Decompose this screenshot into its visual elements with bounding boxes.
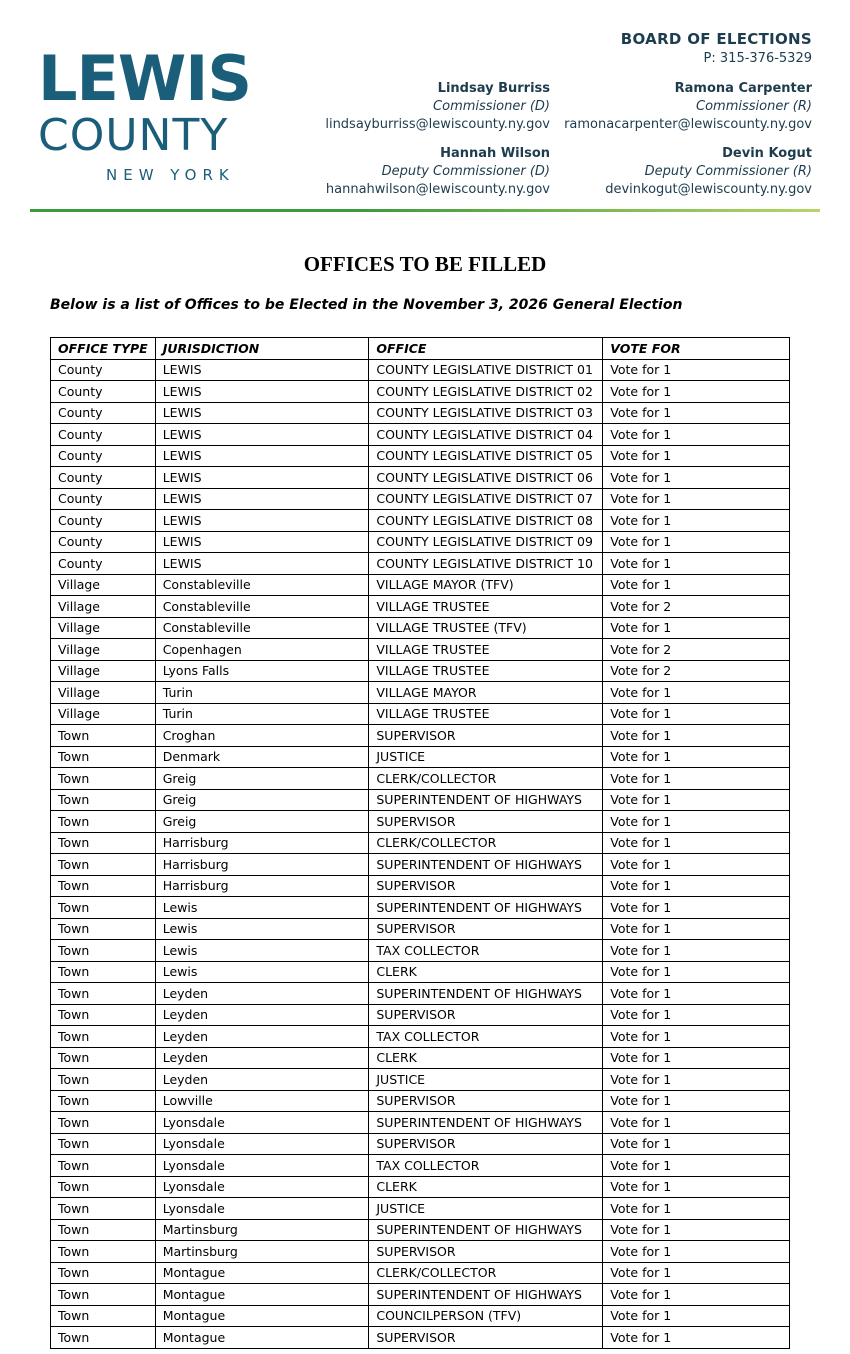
vote-for-cell: Vote for 2 (603, 596, 790, 618)
jurisdiction-cell: Leyden (155, 1004, 369, 1026)
table-row (51, 381, 790, 403)
vote-for-cell: Vote for 1 (603, 940, 790, 962)
vote-for-cell: Vote for 1 (603, 875, 790, 897)
jurisdiction-cell: Turin (155, 682, 369, 704)
logo-county-text (38, 112, 253, 160)
table-row (51, 1198, 790, 1220)
column-header-jurisdiction: JURISDICTION (155, 338, 369, 360)
jurisdiction-cell: LEWIS (155, 359, 369, 381)
jurisdiction-cell: LEWIS (155, 553, 369, 575)
office-cell: SUPERINTENDENT OF HIGHWAYS (369, 789, 603, 811)
contact-role: Deputy Commissioner (R) (644, 164, 812, 179)
jurisdiction-cell: LEWIS (155, 381, 369, 403)
office-type-cell: Town (51, 1198, 156, 1220)
table-row (51, 1090, 790, 1112)
vote-for-cell: Vote for 1 (603, 854, 790, 876)
office-cell: SUPERINTENDENT OF HIGHWAYS (369, 1219, 603, 1241)
vote-for-cell: Vote for 1 (603, 574, 790, 596)
board-title: BOARD OF ELECTIONS (620, 30, 812, 48)
office-cell: JUSTICE (369, 746, 603, 768)
column-header-vote-for: VOTE FOR (603, 338, 790, 360)
office-cell: SUPERINTENDENT OF HIGHWAYS (369, 983, 603, 1005)
jurisdiction-cell: Constableville (155, 574, 369, 596)
vote-for-cell: Vote for 1 (603, 617, 790, 639)
office-type-cell: Town (51, 1155, 156, 1177)
office-type-cell: Town (51, 811, 156, 833)
contact-commissioner-d (325, 80, 550, 134)
office-type-cell: Town (51, 746, 156, 768)
contact-role: Deputy Commissioner (D) (381, 164, 550, 179)
office-cell: COUNTY LEGISLATIVE DISTRICT 10 (369, 553, 603, 575)
board-header (621, 30, 812, 66)
office-cell: SUPERINTENDENT OF HIGHWAYS (369, 897, 603, 919)
jurisdiction-cell: LEWIS (155, 467, 369, 489)
office-cell: VILLAGE TRUSTEE (369, 596, 603, 618)
office-cell: VILLAGE MAYOR (TFV) (369, 574, 603, 596)
office-type-cell: Village (51, 574, 156, 596)
table-row (51, 660, 790, 682)
office-cell: COUNCILPERSON (TFV) (369, 1305, 603, 1327)
office-cell: TAX COLLECTOR (369, 940, 603, 962)
contact-name: Ramona Carpenter (674, 81, 812, 96)
vote-for-cell: Vote for 1 (603, 510, 790, 532)
office-type-cell: Town (51, 897, 156, 919)
office-cell: SUPERVISOR (369, 1327, 603, 1349)
table-row (51, 832, 790, 854)
vote-for-cell: Vote for 1 (603, 488, 790, 510)
jurisdiction-cell: Harrisburg (155, 854, 369, 876)
office-type-cell: Town (51, 983, 156, 1005)
table-row (51, 617, 790, 639)
vote-for-cell: Vote for 1 (603, 768, 790, 790)
jurisdiction-cell: Leyden (155, 1069, 369, 1091)
jurisdiction-cell: Lewis (155, 897, 369, 919)
office-type-cell: Town (51, 1069, 156, 1091)
vote-for-cell: Vote for 1 (603, 1305, 790, 1327)
jurisdiction-cell: Turin (155, 703, 369, 725)
table-row (51, 574, 790, 596)
office-type-cell: County (51, 402, 156, 424)
office-cell: CLERK (369, 1047, 603, 1069)
table-row (51, 402, 790, 424)
contact-name: Hannah Wilson (440, 146, 550, 161)
table-row (51, 682, 790, 704)
table-row (51, 1262, 790, 1284)
office-cell: SUPERVISOR (369, 725, 603, 747)
office-cell: COUNTY LEGISLATIVE DISTRICT 05 (369, 445, 603, 467)
vote-for-cell: Vote for 1 (603, 811, 790, 833)
contact-role: Commissioner (R) (696, 99, 812, 114)
office-cell: COUNTY LEGISLATIVE DISTRICT 08 (369, 510, 603, 532)
table-row (51, 918, 790, 940)
jurisdiction-cell: Lyonsdale (155, 1112, 369, 1134)
office-type-cell: Village (51, 617, 156, 639)
office-cell: COUNTY LEGISLATIVE DISTRICT 04 (369, 424, 603, 446)
jurisdiction-cell: LEWIS (155, 531, 369, 553)
vote-for-cell: Vote for 1 (603, 1026, 790, 1048)
office-type-cell: Town (51, 1284, 156, 1306)
vote-for-cell: Vote for 1 (603, 682, 790, 704)
vote-for-cell: Vote for 1 (603, 789, 790, 811)
table-row (51, 811, 790, 833)
jurisdiction-cell: Denmark (155, 746, 369, 768)
table-row (51, 1176, 790, 1198)
office-type-cell: Town (51, 768, 156, 790)
office-cell: JUSTICE (369, 1069, 603, 1091)
contact-name: Lindsay Burriss (437, 81, 550, 96)
office-cell: VILLAGE TRUSTEE (TFV) (369, 617, 603, 639)
vote-for-cell: Vote for 1 (603, 1004, 790, 1026)
office-cell: SUPERINTENDENT OF HIGHWAYS (369, 1112, 603, 1134)
office-cell: CLERK/COLLECTOR (369, 768, 603, 790)
table-row (51, 746, 790, 768)
office-type-cell: Town (51, 1262, 156, 1284)
table-row (51, 445, 790, 467)
contact-email[interactable]: devinkogut@lewiscounty.ny.gov (605, 182, 812, 197)
table-row (51, 1155, 790, 1177)
vote-for-cell: Vote for 1 (603, 983, 790, 1005)
office-type-cell: County (51, 381, 156, 403)
vote-for-cell: Vote for 1 (603, 1198, 790, 1220)
office-type-cell: Town (51, 1133, 156, 1155)
jurisdiction-cell: Montague (155, 1262, 369, 1284)
jurisdiction-cell: Leyden (155, 1026, 369, 1048)
table-row (51, 703, 790, 725)
office-cell: VILLAGE TRUSTEE (369, 660, 603, 682)
table-row (51, 1112, 790, 1134)
office-type-cell: Town (51, 918, 156, 940)
office-cell: CLERK/COLLECTOR (369, 1262, 603, 1284)
office-cell: SUPERVISOR (369, 1090, 603, 1112)
office-cell: COUNTY LEGISLATIVE DISTRICT 02 (369, 381, 603, 403)
table-row (51, 897, 790, 919)
office-cell: SUPERVISOR (369, 1133, 603, 1155)
office-type-cell: Village (51, 639, 156, 661)
vote-for-cell: Vote for 1 (603, 445, 790, 467)
office-cell: SUPERVISOR (369, 875, 603, 897)
jurisdiction-cell: Lyonsdale (155, 1155, 369, 1177)
office-type-cell: Village (51, 596, 156, 618)
office-cell: CLERK/COLLECTOR (369, 832, 603, 854)
jurisdiction-cell: Copenhagen (155, 639, 369, 661)
office-type-cell: County (51, 424, 156, 446)
office-cell: COUNTY LEGISLATIVE DISTRICT 03 (369, 402, 603, 424)
office-type-cell: Town (51, 1241, 156, 1263)
table-row (51, 768, 790, 790)
page-title: OFFICES TO BE FILLED (303, 252, 547, 276)
office-type-cell: Town (51, 725, 156, 747)
office-cell: SUPERVISOR (369, 1241, 603, 1263)
office-type-cell: County (51, 359, 156, 381)
vote-for-cell: Vote for 2 (603, 660, 790, 682)
office-cell: SUPERVISOR (369, 811, 603, 833)
office-type-cell: County (51, 553, 156, 575)
office-cell: SUPERVISOR (369, 1004, 603, 1026)
vote-for-cell: Vote for 1 (603, 1262, 790, 1284)
page-subtitle: Below is a list of Offices to be Elected in the November 3, 2026 General Election (50, 297, 683, 313)
vote-for-cell: Vote for 1 (603, 381, 790, 403)
jurisdiction-cell: Greig (155, 768, 369, 790)
table-row (51, 531, 790, 553)
vote-for-cell: Vote for 1 (603, 1176, 790, 1198)
table-row (51, 854, 790, 876)
vote-for-cell: Vote for 1 (603, 1241, 790, 1263)
office-type-cell: Town (51, 789, 156, 811)
table-row (51, 1327, 790, 1349)
office-cell: SUPERINTENDENT OF HIGHWAYS (369, 854, 603, 876)
logo-lewis-text: LEWIS (38, 42, 251, 115)
logo-county-label: COUNTY (38, 110, 229, 161)
vote-for-cell: Vote for 1 (603, 359, 790, 381)
office-type-cell: Village (51, 703, 156, 725)
office-type-cell: Town (51, 1305, 156, 1327)
vote-for-cell: Vote for 1 (603, 553, 790, 575)
jurisdiction-cell: Greig (155, 789, 369, 811)
table-row (51, 725, 790, 747)
vote-for-cell: Vote for 1 (603, 918, 790, 940)
vote-for-cell: Vote for 1 (603, 725, 790, 747)
table-row (51, 789, 790, 811)
office-cell: COUNTY LEGISLATIVE DISTRICT 06 (369, 467, 603, 489)
offices-table (50, 337, 790, 1349)
jurisdiction-cell: Lewis (155, 961, 369, 983)
table-row (51, 510, 790, 532)
jurisdiction-cell: Montague (155, 1327, 369, 1349)
table-row (51, 1133, 790, 1155)
contact-deputy-commissioner-r (605, 145, 812, 199)
vote-for-cell: Vote for 1 (603, 424, 790, 446)
vote-for-cell: Vote for 1 (603, 1155, 790, 1177)
jurisdiction-cell: LEWIS (155, 510, 369, 532)
jurisdiction-cell: Constableville (155, 596, 369, 618)
column-header-office: OFFICE (369, 338, 603, 360)
vote-for-cell: Vote for 1 (603, 531, 790, 553)
office-cell: SUPERVISOR (369, 918, 603, 940)
vote-for-cell: Vote for 1 (603, 1112, 790, 1134)
office-cell: COUNTY LEGISLATIVE DISTRICT 07 (369, 488, 603, 510)
jurisdiction-cell: LEWIS (155, 402, 369, 424)
office-cell: VILLAGE TRUSTEE (369, 639, 603, 661)
table-row (51, 424, 790, 446)
office-cell: COUNTY LEGISLATIVE DISTRICT 01 (369, 359, 603, 381)
jurisdiction-cell: Harrisburg (155, 875, 369, 897)
offices-table-body (51, 359, 790, 1348)
office-cell: COUNTY LEGISLATIVE DISTRICT 09 (369, 531, 603, 553)
jurisdiction-cell: Leyden (155, 1047, 369, 1069)
contact-name: Devin Kogut (722, 146, 812, 161)
board-phone: P: 315-376-5329 (703, 51, 812, 66)
vote-for-cell: Vote for 1 (603, 703, 790, 725)
office-type-cell: County (51, 531, 156, 553)
jurisdiction-cell: Greig (155, 811, 369, 833)
office-type-cell: Town (51, 854, 156, 876)
vote-for-cell: Vote for 1 (603, 897, 790, 919)
office-cell: SUPERINTENDENT OF HIGHWAYS (369, 1284, 603, 1306)
office-cell: TAX COLLECTOR (369, 1026, 603, 1048)
jurisdiction-cell: Montague (155, 1284, 369, 1306)
table-row (51, 359, 790, 381)
office-type-cell: Town (51, 875, 156, 897)
jurisdiction-cell: Martinsburg (155, 1241, 369, 1263)
table-row (51, 1004, 790, 1026)
office-type-cell: County (51, 445, 156, 467)
office-type-cell: Town (51, 1047, 156, 1069)
office-type-cell: Town (51, 1176, 156, 1198)
contact-role: Commissioner (D) (433, 99, 550, 114)
jurisdiction-cell: Lyonsdale (155, 1176, 369, 1198)
office-type-cell: Town (51, 1327, 156, 1349)
contact-deputy-commissioner-d (326, 145, 550, 199)
vote-for-cell: Vote for 1 (603, 1133, 790, 1155)
column-header-office-type: OFFICE TYPE (51, 338, 156, 360)
vote-for-cell: Vote for 2 (603, 639, 790, 661)
jurisdiction-cell: LEWIS (155, 424, 369, 446)
jurisdiction-cell: Leyden (155, 983, 369, 1005)
table-row (51, 875, 790, 897)
jurisdiction-cell: LEWIS (155, 488, 369, 510)
vote-for-cell: Vote for 1 (603, 1219, 790, 1241)
office-type-cell: County (51, 510, 156, 532)
jurisdiction-cell: Harrisburg (155, 832, 369, 854)
table-row (51, 1241, 790, 1263)
table-row (51, 467, 790, 489)
table-row (51, 488, 790, 510)
header-divider (30, 209, 820, 212)
office-type-cell: Town (51, 1026, 156, 1048)
office-type-cell: Village (51, 682, 156, 704)
office-type-cell: Town (51, 1004, 156, 1026)
jurisdiction-cell: Montague (155, 1305, 369, 1327)
office-type-cell: Town (51, 1219, 156, 1241)
vote-for-cell: Vote for 1 (603, 1327, 790, 1349)
office-cell: JUSTICE (369, 1198, 603, 1220)
vote-for-cell: Vote for 1 (603, 467, 790, 489)
jurisdiction-cell: Lewis (155, 918, 369, 940)
vote-for-cell: Vote for 1 (603, 1069, 790, 1091)
table-row (51, 553, 790, 575)
table-row (51, 1219, 790, 1241)
office-cell: VILLAGE MAYOR (369, 682, 603, 704)
table-row (51, 1305, 790, 1327)
table-row (51, 1026, 790, 1048)
vote-for-cell: Vote for 1 (603, 832, 790, 854)
office-type-cell: Town (51, 961, 156, 983)
office-cell: TAX COLLECTOR (369, 1155, 603, 1177)
office-cell: CLERK (369, 1176, 603, 1198)
jurisdiction-cell: Lyonsdale (155, 1133, 369, 1155)
office-type-cell: Village (51, 660, 156, 682)
table-row (51, 961, 790, 983)
office-type-cell: County (51, 488, 156, 510)
table-header-row (51, 338, 790, 360)
contact-email[interactable]: hannahwilson@lewiscounty.ny.gov (325, 182, 550, 197)
jurisdiction-cell: LEWIS (155, 445, 369, 467)
office-type-cell: Town (51, 940, 156, 962)
table-row (51, 983, 790, 1005)
jurisdiction-cell: Martinsburg (155, 1219, 369, 1241)
contact-email[interactable]: ramonacarpenter@lewiscounty.ny.gov (564, 117, 812, 132)
table-row (51, 1047, 790, 1069)
table-row (51, 596, 790, 618)
office-cell: VILLAGE TRUSTEE (369, 703, 603, 725)
table-row (51, 940, 790, 962)
vote-for-cell: Vote for 1 (603, 1047, 790, 1069)
office-type-cell: Town (51, 832, 156, 854)
vote-for-cell: Vote for 1 (603, 402, 790, 424)
jurisdiction-cell: Lyons Falls (155, 660, 369, 682)
table-row (51, 1069, 790, 1091)
office-type-cell: Town (51, 1112, 156, 1134)
contact-commissioner-r (564, 80, 812, 134)
jurisdiction-cell: Lowville (155, 1090, 369, 1112)
table-row (51, 1284, 790, 1306)
vote-for-cell: Vote for 1 (603, 746, 790, 768)
vote-for-cell: Vote for 1 (603, 1090, 790, 1112)
office-type-cell: Town (51, 1090, 156, 1112)
jurisdiction-cell: Croghan (155, 725, 369, 747)
table-row (51, 639, 790, 661)
jurisdiction-cell: Lewis (155, 940, 369, 962)
contact-email[interactable]: lindsayburriss@lewiscounty.ny.gov (325, 117, 550, 132)
office-cell: CLERK (369, 961, 603, 983)
vote-for-cell: Vote for 1 (603, 1284, 790, 1306)
office-type-cell: County (51, 467, 156, 489)
vote-for-cell: Vote for 1 (603, 961, 790, 983)
county-logo (38, 42, 253, 184)
logo-state-text: NEW YORK (106, 166, 235, 184)
jurisdiction-cell: Constableville (155, 617, 369, 639)
jurisdiction-cell: Lyonsdale (155, 1198, 369, 1220)
